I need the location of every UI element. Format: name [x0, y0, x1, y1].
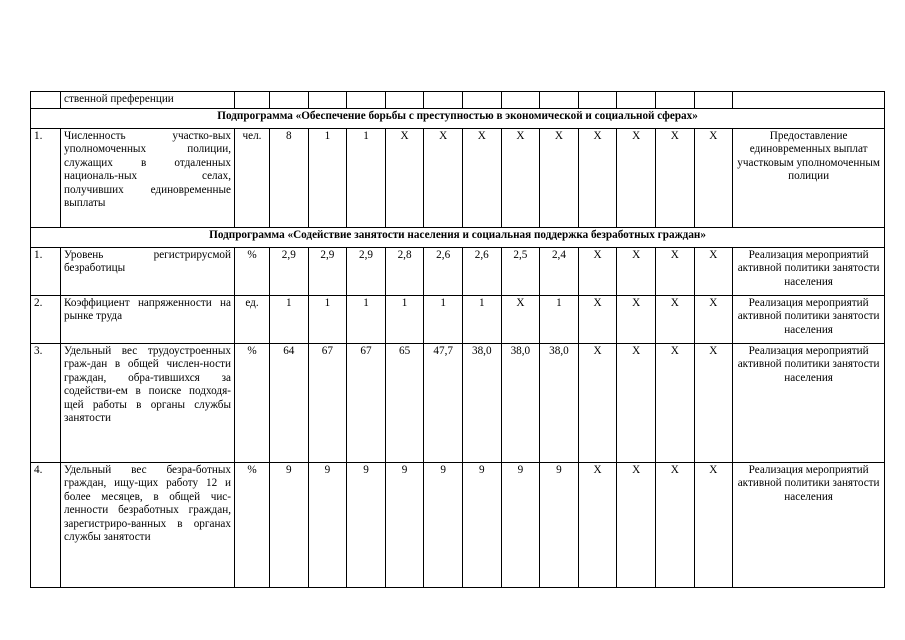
value-cell: 2,9 — [270, 248, 309, 296]
table-row — [31, 129, 885, 228]
indicator-name-cell: ственной преференции — [61, 92, 235, 109]
note-cell: Реализация мероприятий активной политики занятости населения — [733, 248, 885, 296]
value-cell: Х — [501, 129, 540, 228]
subprogram-title: Подпрограмма «Обеспечение борьбы с преступностью в экономической и социальной сферах» — [31, 109, 885, 129]
row-number-cell: 4. — [31, 463, 61, 588]
unit-cell: % — [235, 344, 270, 463]
value-cell: Х — [617, 296, 656, 344]
value-cell — [385, 92, 424, 109]
value-cell: Х — [462, 129, 501, 228]
value-cell: 9 — [270, 463, 309, 588]
value-cell: 64 — [270, 344, 309, 463]
row-number-cell: 1. — [31, 129, 61, 228]
indicator-name-cell: Численность участко-вых уполномоченных полиции, служащих в отдаленных националь-ных селах, получивших единовременные выплаты — [61, 129, 235, 228]
value-cell: Х — [694, 296, 733, 344]
value-cell: 1 — [462, 296, 501, 344]
value-cell: 2,5 — [501, 248, 540, 296]
value-cell — [347, 92, 386, 109]
subprogram-header-row — [31, 228, 885, 248]
value-cell: Х — [655, 248, 694, 296]
value-cell: 1 — [308, 296, 347, 344]
value-cell: Х — [424, 129, 463, 228]
table-row — [31, 463, 885, 588]
value-cell: 1 — [347, 296, 386, 344]
subprogram-header-row — [31, 109, 885, 129]
value-cell: Х — [694, 129, 733, 228]
value-cell: 38,0 — [540, 344, 579, 463]
value-cell: Х — [655, 344, 694, 463]
row-number-cell: 1. — [31, 248, 61, 296]
value-cell — [540, 92, 579, 109]
indicator-name-cell: Коэффициент напряженности на рынке труда — [61, 296, 235, 344]
value-cell: 1 — [347, 129, 386, 228]
value-cell: Х — [578, 296, 617, 344]
value-cell: 67 — [347, 344, 386, 463]
value-cell: 2,6 — [424, 248, 463, 296]
value-cell: 1 — [270, 296, 309, 344]
value-cell: 9 — [462, 463, 501, 588]
table-body — [31, 92, 885, 588]
value-cell: Х — [617, 344, 656, 463]
note-cell: Реализация мероприятий активной политики занятости населения — [733, 344, 885, 463]
value-cell: 8 — [270, 129, 309, 228]
note-cell: Предоставление единовременных выплат участковым уполномоченным полиции — [733, 129, 885, 228]
value-cell: Х — [385, 129, 424, 228]
note-cell: Реализация мероприятий активной политики занятости населения — [733, 463, 885, 588]
table-row — [31, 248, 885, 296]
unit-cell: % — [235, 248, 270, 296]
value-cell — [424, 92, 463, 109]
value-cell — [462, 92, 501, 109]
value-cell: Х — [578, 129, 617, 228]
value-cell: 9 — [308, 463, 347, 588]
subprogram-title: Подпрограмма «Содействие занятости населения и социальная поддержка безработных граждан» — [31, 228, 885, 248]
value-cell: 1 — [540, 296, 579, 344]
value-cell: Х — [578, 344, 617, 463]
value-cell: 2,4 — [540, 248, 579, 296]
value-cell: 2,9 — [347, 248, 386, 296]
value-cell: Х — [694, 248, 733, 296]
value-cell: Х — [501, 296, 540, 344]
value-cell: 65 — [385, 344, 424, 463]
value-cell — [308, 92, 347, 109]
value-cell: 47,7 — [424, 344, 463, 463]
value-cell: 9 — [347, 463, 386, 588]
value-cell — [578, 92, 617, 109]
value-cell — [655, 92, 694, 109]
value-cell: 9 — [501, 463, 540, 588]
value-cell: Х — [655, 463, 694, 588]
document-page — [30, 91, 884, 588]
value-cell: Х — [694, 344, 733, 463]
table-row — [31, 344, 885, 463]
row-number-cell: 2. — [31, 296, 61, 344]
value-cell: 1 — [424, 296, 463, 344]
value-cell — [694, 92, 733, 109]
value-cell: 9 — [424, 463, 463, 588]
value-cell: 9 — [385, 463, 424, 588]
value-cell: Х — [694, 463, 733, 588]
unit-cell: % — [235, 463, 270, 588]
row-number-cell — [31, 92, 61, 109]
value-cell: 1 — [385, 296, 424, 344]
indicator-name-cell: Удельный вес трудоустроенных граж-дан в общей числен-ности граждан, обра-тившихся за содействи-ем в поиске подходя-щей работы в органы службы занятости — [61, 344, 235, 463]
value-cell: 2,8 — [385, 248, 424, 296]
unit-cell: ед. — [235, 296, 270, 344]
table-row — [31, 92, 885, 109]
value-cell: Х — [578, 463, 617, 588]
value-cell: Х — [617, 129, 656, 228]
value-cell: 38,0 — [501, 344, 540, 463]
value-cell: Х — [617, 248, 656, 296]
table-row — [31, 296, 885, 344]
value-cell — [617, 92, 656, 109]
row-number-cell: 3. — [31, 344, 61, 463]
value-cell — [235, 92, 270, 109]
value-cell: Х — [655, 129, 694, 228]
note-cell — [733, 92, 885, 109]
note-cell: Реализация мероприятий активной политики занятости населения — [733, 296, 885, 344]
value-cell: 2,9 — [308, 248, 347, 296]
value-cell — [270, 92, 309, 109]
value-cell — [501, 92, 540, 109]
indicator-name-cell: Уровень регистрирусмой безработицы — [61, 248, 235, 296]
indicators-table — [30, 91, 885, 588]
indicator-name-cell: Удельный вес безра-ботных граждан, ищу-щих работу 12 и более месяцев, в общей чис-ленности безработных граждан, зарегистриро-ванных в органах службы занятости — [61, 463, 235, 588]
value-cell: 9 — [540, 463, 579, 588]
value-cell: Х — [617, 463, 656, 588]
value-cell: 38,0 — [462, 344, 501, 463]
value-cell: Х — [578, 248, 617, 296]
unit-cell: чел. — [235, 129, 270, 228]
value-cell: Х — [540, 129, 579, 228]
value-cell: 67 — [308, 344, 347, 463]
value-cell: Х — [655, 296, 694, 344]
value-cell: 1 — [308, 129, 347, 228]
value-cell: 2,6 — [462, 248, 501, 296]
